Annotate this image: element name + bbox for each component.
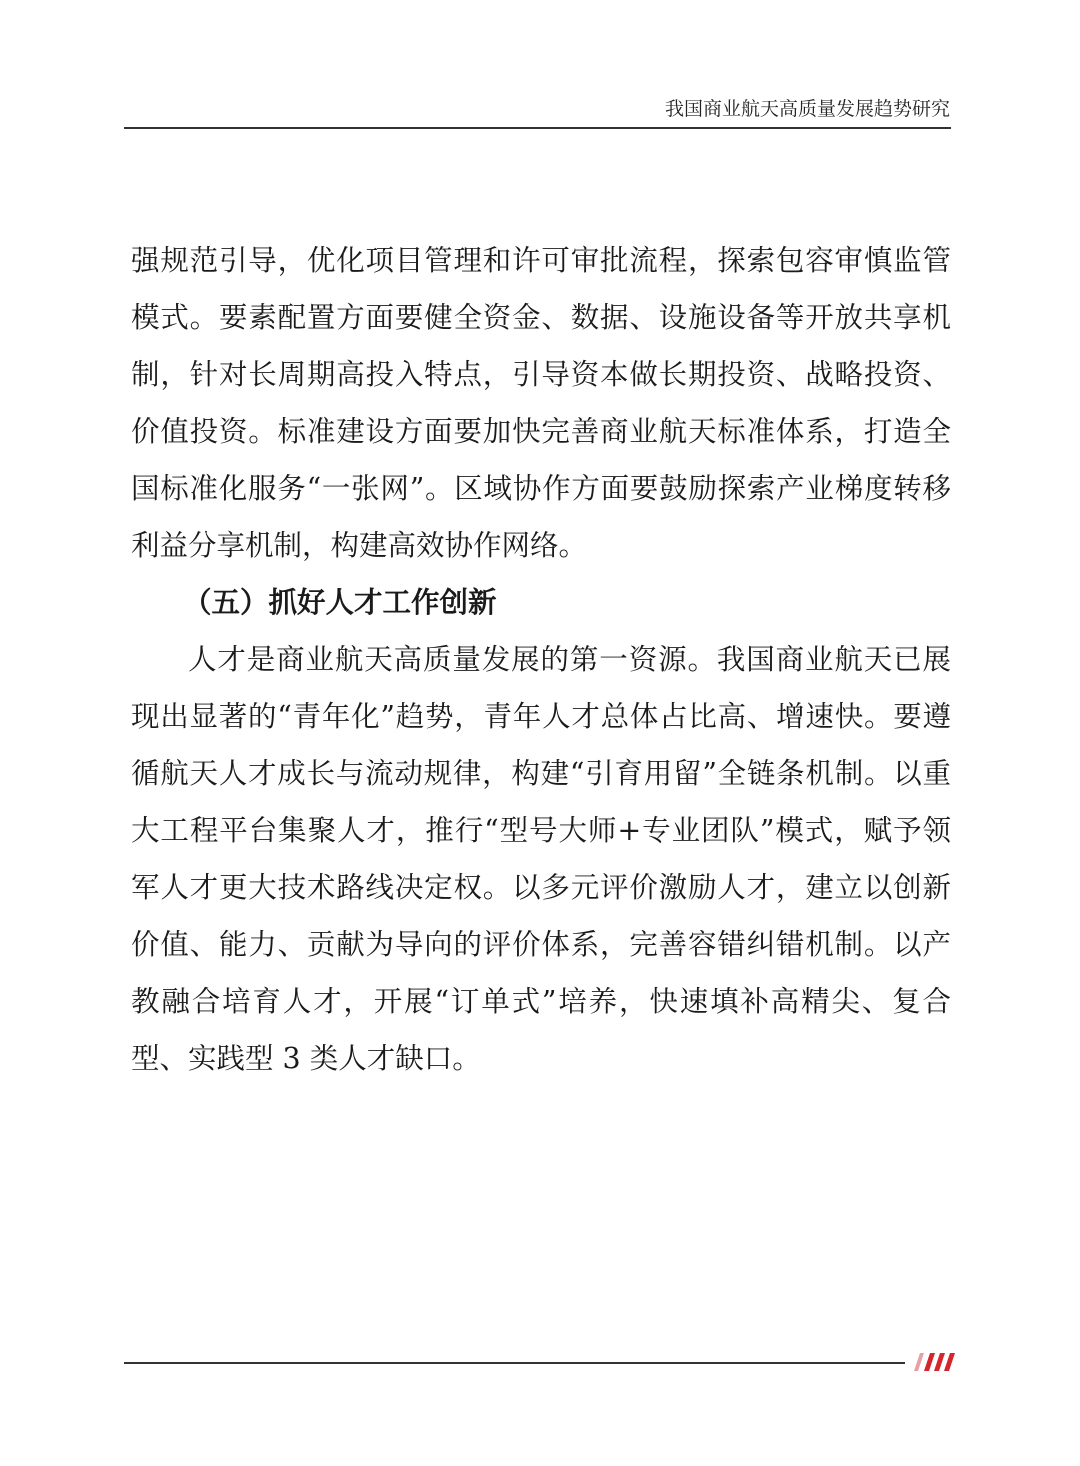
body-paragraph-1: 强规范引导，优化项目管理和许可审批流程，探索包容审慎监管模式。要素配置方面要健全资金、数据、设施设备等开放共享机制，针对长周期高投入特点，引导资本做长期投资、战略投资、价值投资。标准建设方面要加快完善商业航天标准体系，打造全国标准化服务“一张网”。区域协作方面要鼓励探索产业梯度转移利益分享机制，构建高效协作网络。 (131, 244, 951, 562)
body-paragraph-2: 人才是商业航天高质量发展的第一资源。我国商业航天已展现出显著的“青年化”趋势，青年人才总体占比高、增速快。要遵循航天人才成长与流动规律，构建“引育用留”全链条机制。以重大工程平台集聚人才，推行“型号大师+专业团队”模式，赋予领军人才更大技术路线决定权。以多元评价激励人才，建立以创新价值、能力、贡献为导向的评价体系，完善容错纠错机制。以产教融合培育人才，开展“订单式”培养，快速填补高精尖、复合型、实践型 3 类人才缺口。 (131, 643, 951, 1075)
red-slash-stripes-icon (910, 1349, 956, 1375)
section-heading: （五）抓好人才工作创新 (183, 585, 497, 619)
footer-divider (124, 1362, 905, 1364)
header-divider (124, 127, 951, 129)
document-body (131, 232, 951, 1087)
header-title: 我国商业航天高质量发展趋势研究 (664, 98, 950, 120)
